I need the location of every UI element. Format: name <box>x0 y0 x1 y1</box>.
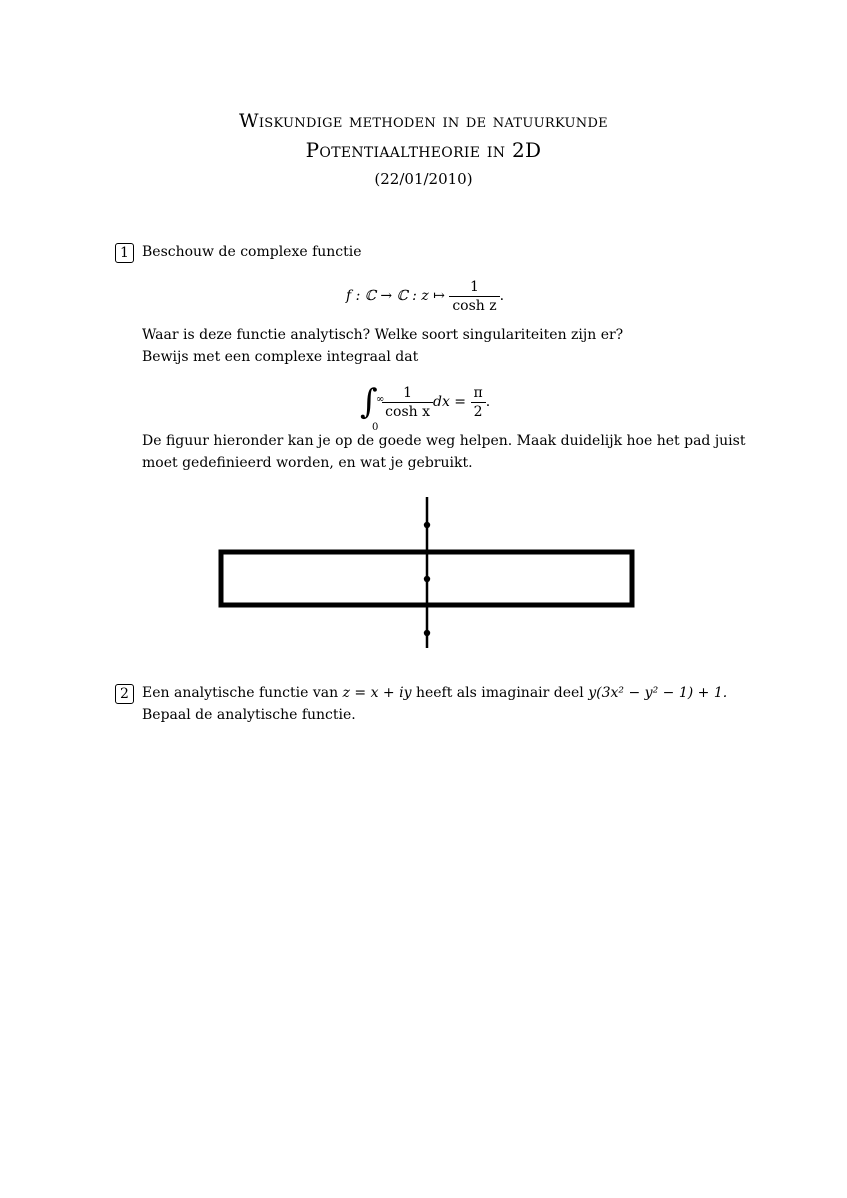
singularity-point-middle <box>424 576 430 582</box>
result-numerator: π <box>471 384 486 403</box>
question-2-line-1 <box>142 682 727 704</box>
question-1-hint-line-2: moet gedefinieerd worden, en wat je gebruikt. <box>142 455 473 471</box>
function-prefix: f : ℂ → ℂ : z ↦ <box>346 288 445 304</box>
integrand-denominator: cosh x <box>385 403 430 420</box>
question-2-text-b: heeft als imaginair deel <box>415 685 584 701</box>
integral-dx: dx = <box>433 394 467 410</box>
result-denominator: 2 <box>473 403 483 420</box>
integrand-numerator: 1 <box>382 384 433 403</box>
function-end: . <box>499 288 505 304</box>
question-1-hint-line-1: De figuur hieronder kan je op de goede weg helpen. Maak duidelijk hoe het pad juist <box>142 433 746 449</box>
document-date: (22/01/2010) <box>374 170 473 188</box>
question-2-number: 2 <box>115 684 134 704</box>
function-numerator: 1 <box>449 278 499 297</box>
singularity-point-upper <box>424 522 430 528</box>
question-2-text-a: Een analytische functie van <box>142 685 339 701</box>
document-subtitle: Potentiaaltheorie in 2D <box>305 138 542 162</box>
question-1-intro: Beschouw de complexe functie <box>142 244 362 260</box>
singularity-point-lower <box>424 630 430 636</box>
question-1-analytic: Waar is deze functie analytisch? Welke soort singulariteiten zijn er? <box>142 327 624 343</box>
question-2-line-2: Bepaal de analytische functie. <box>142 707 356 723</box>
question-1-prove: Bewijs met een complexe integraal dat <box>142 349 419 365</box>
integral-lower-limit: 0 <box>372 422 379 433</box>
function-denominator: cosh z <box>452 297 497 314</box>
result-end: . <box>485 394 491 410</box>
question-2-math-z: z = x + iy <box>342 685 412 701</box>
question-2-math-imag: y(3x² − y² − 1) + 1. <box>588 685 728 701</box>
document-title: Wiskundige methoden in de natuurkunde <box>239 110 608 132</box>
integral-upper-limit: ∞ <box>376 394 385 405</box>
question-1-number: 1 <box>115 243 134 263</box>
integral-sign: ∫ <box>360 382 378 422</box>
